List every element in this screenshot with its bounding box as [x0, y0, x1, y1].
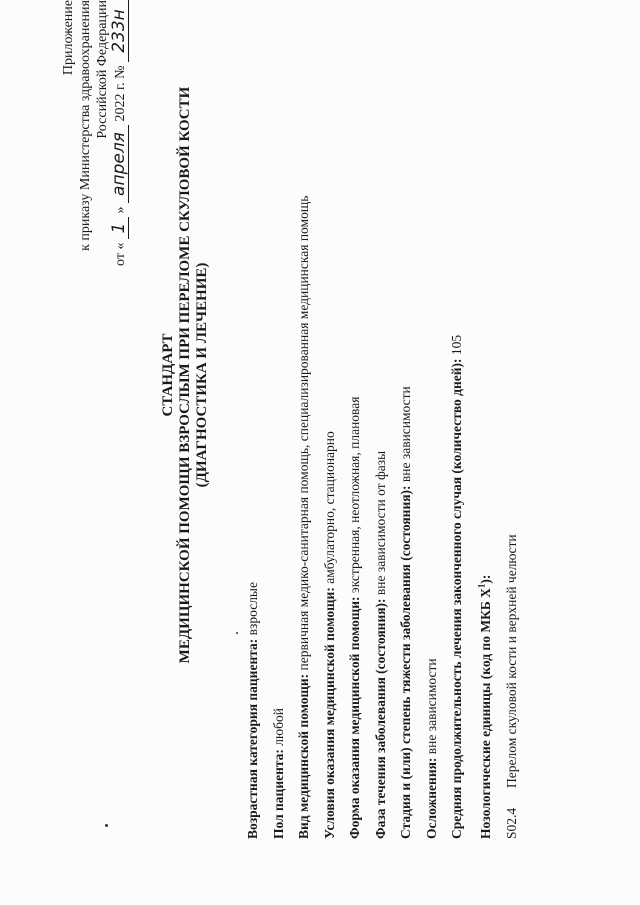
- appendix-country: Российской Федерации: [95, 0, 110, 139]
- field-disease-phase: Фаза течения заболевания (состояния): вне зависимости от фазы: [372, 450, 388, 839]
- field-sex: Пол пациента: любой: [270, 708, 286, 839]
- title-line: (ДИАГНОСТИКА И ЛЕЧЕНИЕ): [194, 262, 210, 488]
- nosology-row: [499, 196, 525, 839]
- field-nosology: Нозологические единицы (код по МКБ $X^1$):: [476, 574, 493, 839]
- field-disease-stage: Стадия и (или) степень тяжести заболевания (состояния): вне зависимости: [398, 386, 413, 839]
- handwritten-number: 233н: [111, 0, 129, 62]
- field-duration: Средняя продолжительность лечения законченного случая (количество дней): 105: [449, 334, 464, 839]
- handwritten-month: апреля: [111, 125, 129, 203]
- icd-name: Перелом скуловой кости и верхней челюсти: [503, 534, 519, 788]
- title-line: МЕДИЦИНСКОЙ ПОМОЩИ ВЗРОСЛЫМ ПРИ ПЕРЕЛОМЕ СКУЛОВОЙ КОСТИ: [177, 86, 193, 664]
- field-complications: Осложнения: вне зависимости: [423, 658, 439, 839]
- standard-fields: [240, 196, 524, 839]
- field-care-type: Вид медицинской помощи: первичная медико-санитарная помощь, специализированная медицинская помощь: [296, 195, 311, 839]
- field-age: Возрастная категория пациента: взрослые: [245, 582, 260, 839]
- field-care-form: Форма оказания медицинской помощи: экстренная, неотложная, плановая: [347, 396, 362, 839]
- appendix-date: от « 1 » апреля 2022 г. № 233н: [111, 0, 129, 400]
- document-title: [160, 30, 211, 720]
- icd-code: S02.4: [503, 807, 519, 839]
- handwritten-day: 1: [111, 217, 129, 239]
- field-care-conditions: Условия оказания медицинской помощи: амбулаторно, стационарно: [321, 431, 337, 839]
- title-line: СТАНДАРТ: [160, 333, 176, 417]
- appendix-title: Приложение: [61, 0, 76, 76]
- appendix-block: [60, 0, 129, 400]
- appendix-order: к приказу Министерства здравоохранения: [78, 0, 93, 251]
